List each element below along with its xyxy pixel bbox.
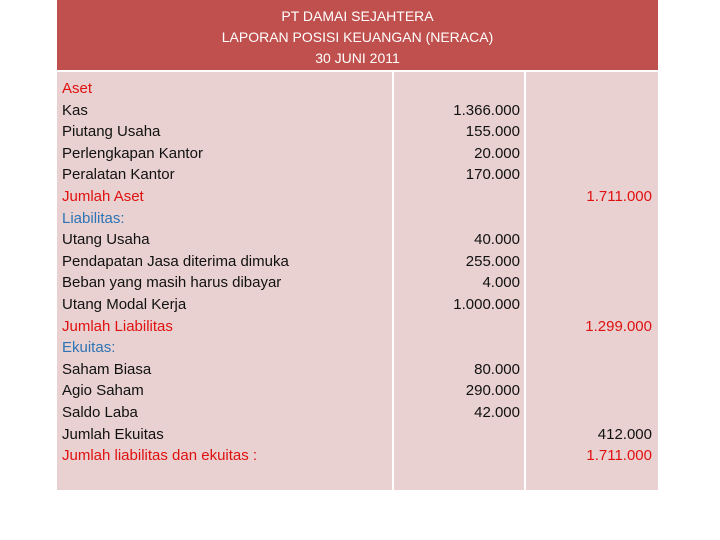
total-column [526, 72, 658, 490]
row-label: Utang Usaha [62, 231, 150, 249]
row-label: Jumlah liabilitas dan ekuitas : [62, 447, 258, 465]
row-value: 255.000 [465, 252, 520, 270]
report-date: 30 JUNI 2011 [315, 50, 400, 66]
row-value: 1.000.000 [453, 295, 520, 313]
company-name: PT DAMAI SEJAHTERA [281, 8, 434, 24]
row-label: Kas [62, 101, 88, 119]
label-column [57, 72, 392, 490]
row-value: 290.000 [465, 382, 520, 400]
row-label: Jumlah Ekuitas [62, 425, 164, 443]
row-total [526, 251, 652, 273]
row-total [526, 164, 652, 186]
row-label: Utang Modal Kerja [62, 295, 187, 313]
row-total [526, 380, 652, 402]
row-label: Jumlah Aset [62, 187, 144, 205]
row-label: Pendapatan Jasa diterima dimuka [62, 252, 289, 270]
row-label: Aset [62, 80, 93, 97]
row-total [526, 78, 652, 100]
row-total [526, 294, 652, 316]
row-label: Peralatan Kantor [62, 166, 175, 184]
row-label: Liabilitas: [62, 209, 125, 227]
row-total [526, 121, 652, 143]
row-label: Piutang Usaha [62, 123, 161, 141]
row-value [394, 445, 520, 467]
row-total [526, 229, 652, 251]
row-value: 170.000 [465, 166, 520, 184]
row-value [394, 337, 520, 359]
balance-sheet-table [57, 0, 658, 490]
report-header [57, 0, 658, 72]
row-value [394, 208, 520, 230]
row-value: 40.000 [474, 231, 520, 249]
row-total [526, 359, 652, 381]
row-label: Saldo Laba [62, 403, 138, 421]
row-total [526, 272, 652, 294]
row-total: 412.000 [597, 425, 652, 443]
row-total: 1.299.000 [585, 317, 652, 335]
row-total [526, 100, 652, 122]
row-value: 80.000 [474, 360, 520, 378]
row-value [394, 424, 520, 446]
row-label: Saham Biasa [62, 360, 152, 378]
row-value: 20.000 [474, 144, 520, 162]
row-label: Jumlah Liabilitas [62, 317, 173, 335]
report-body [57, 72, 658, 490]
row-total [526, 337, 652, 359]
row-value [394, 186, 520, 208]
row-total: 1.711.000 [586, 187, 652, 205]
row-value [394, 316, 520, 338]
row-value: 155.000 [465, 123, 520, 141]
row-label: Beban yang masih harus dibayar [62, 274, 282, 292]
row-value [394, 78, 520, 100]
row-total [526, 143, 652, 165]
row-label: Agio Saham [62, 382, 144, 400]
row-total [526, 402, 652, 424]
row-value: 4.000 [482, 274, 520, 292]
row-label: Perlengkapan Kantor [62, 144, 203, 162]
row-label: Ekuitas: [62, 339, 116, 357]
row-value: 42.000 [474, 403, 520, 421]
row-total [526, 208, 652, 230]
row-value: 1.366.000 [453, 101, 520, 119]
row-total: 1.711.000 [586, 447, 652, 465]
value-column [394, 72, 524, 490]
report-title: LAPORAN POSISI KEUANGAN (NERACA) [221, 29, 494, 45]
